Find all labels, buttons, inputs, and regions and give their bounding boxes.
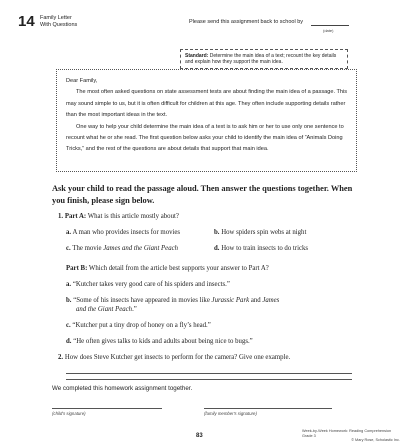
send-back-instruction: Please send this assignment back to school by: [189, 19, 304, 25]
answer-line-2[interactable]: [66, 379, 352, 380]
standard-label: Standard:: [185, 53, 209, 59]
part-a-option-a[interactable]: a. A man who provides insects for movies: [66, 229, 181, 236]
family-signature-line[interactable]: [204, 408, 332, 409]
part-a-option-b[interactable]: b. How spiders spin webs at night: [214, 229, 307, 236]
header-title-line2: With Questions: [40, 21, 78, 28]
letter-paragraph-2: One way to help your child determine the main idea of a text is to ask him or her to use only one sentence to recount what he or she read. The first question below asks your child to identify the main idea of “Animals Doing Tricks,” and the rest of the questions are about details that support that main idea.: [66, 123, 344, 153]
question-2-text: How does Steve Kutcher get insects to perform for the camera? Give one example.: [64, 354, 291, 361]
part-a-option-d[interactable]: d. How to train insects to do tricks: [214, 245, 309, 252]
part-b-option-a[interactable]: a. “Kutcher takes very good care of his spiders and insects.”: [66, 281, 230, 288]
page-number: 14: [18, 13, 35, 30]
letter-paragraph-1: The most often asked questions on state assessment tests are about finding the main idea of a passage. This may sound simple to us, but it is often difficult for children at this age. They often include supporting details rather than the most important ideas in the text.: [66, 89, 348, 119]
question-2-number: 2.: [58, 354, 64, 361]
part-a-text: What is this article mostly about?: [87, 213, 179, 220]
completed-statement: We completed this homework assignment together.: [52, 385, 193, 392]
header-title-line1: Family Letter: [40, 15, 72, 21]
letter-greeting: Dear Family,: [66, 78, 98, 84]
part-a-option-c[interactable]: c. The movie James and the Giant Peach: [66, 245, 179, 252]
date-label: (date): [323, 28, 334, 33]
footer-source-line2: © Mary Rose, Scholastic Inc.: [351, 438, 400, 443]
part-b-option-c[interactable]: c. “Kutcher put a tiny drop of honey on a fly’s head.”: [66, 322, 211, 329]
footer-source-line1: Week-by-Week Homework: Reading Comprehension Grade 3: [302, 429, 392, 438]
question-1-number: 1.: [58, 213, 64, 220]
date-blank-line[interactable]: [311, 25, 349, 26]
family-signature-label: (family member's signature): [204, 411, 257, 416]
part-b-option-b-continued: and the Giant Peach.”: [76, 306, 137, 313]
standard-text: Determine the main idea of a text; recount the key details and explain how they support the main idea.: [185, 53, 337, 66]
instructions: Ask your child to read the passage aloud. Then answer the questions together. When you finish, please sign below.: [52, 184, 353, 205]
child-signature-label: (child's signature): [52, 411, 86, 416]
part-b-text: Which detail from the article best supports your answer to Part A?: [88, 265, 269, 272]
footer-page-number: 83: [196, 433, 203, 439]
part-b-option-d[interactable]: d. “He often gives talks to kids and adults about being nice to bugs.”: [66, 338, 253, 345]
child-signature-line[interactable]: [52, 408, 162, 409]
footer-source: [302, 429, 400, 443]
standard-box: [180, 49, 348, 69]
question-2: [58, 354, 290, 362]
part-a-label: Part A:: [64, 213, 87, 220]
question-1-part-a: [58, 213, 179, 221]
header-title: [40, 15, 77, 28]
answer-line-1[interactable]: [66, 373, 352, 374]
question-1-part-b: [66, 265, 269, 273]
part-b-option-b[interactable]: b. “Some of his insects have appeared in movies like Jurassic Park and James: [66, 297, 280, 304]
part-b-label: Part B:: [66, 265, 88, 272]
family-letter: [66, 76, 351, 156]
